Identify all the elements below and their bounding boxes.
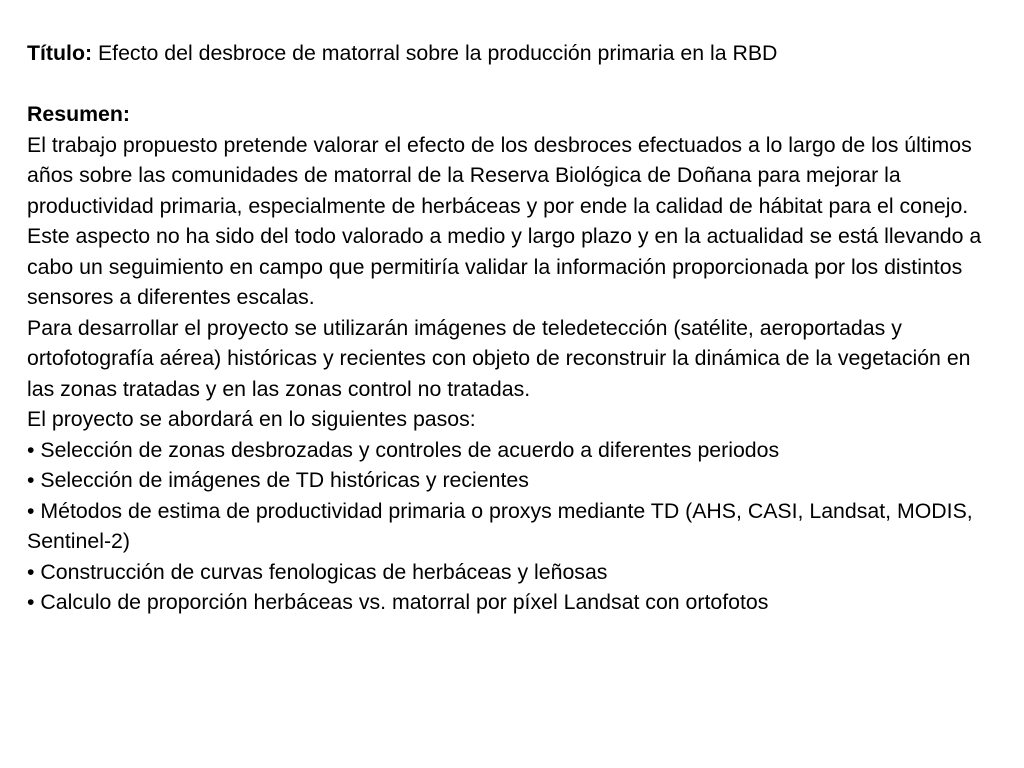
summary-heading: Resumen: bbox=[27, 102, 130, 126]
bullet-icon bbox=[27, 560, 40, 584]
summary-paragraph-2: Para desarrollar el proyecto se utilizarán imágenes de teledetección (satélite, aeroportadas y ortofotografía aérea) históricas y recientes con objeto de reconstruir la dinámica de la vegetación en las zonas tratadas y en las zonas control no tratadas. bbox=[27, 315, 971, 401]
step-item bbox=[27, 587, 1002, 618]
title-line bbox=[27, 38, 1002, 69]
step-item bbox=[27, 465, 1002, 496]
summary-paragraph-1: El trabajo propuesto pretende valorar el efecto de los desbroces efectuados a lo largo de los últimos años sobre las comunidades de matorral de la Reserva Biológica de Doñana para mejorar la productividad primaria, especialmente de herbáceas y por ende la calidad de hábitat para el conejo. Este aspecto no ha sido del todo valorado a medio y largo plazo y en la actualidad se está llevando a cabo un seguimiento en campo que permitiría validar la información proporcionada por los distintos sensores a diferentes escalas. bbox=[27, 132, 982, 309]
title-text: Efecto del desbroce de matorral sobre la producción primaria en la RBD bbox=[97, 41, 778, 65]
step-item bbox=[27, 496, 1002, 557]
bullet-icon bbox=[27, 438, 40, 462]
step-text: Construcción de curvas fenologicas de herbáceas y leñosas bbox=[40, 559, 608, 584]
bullet-icon bbox=[27, 590, 40, 614]
bullet-icon bbox=[27, 468, 40, 492]
step-text: Métodos de estima de productividad primaria o proxys mediante TD (AHS, CASI, Landsat, MODIS, Sentinel-2) bbox=[27, 498, 973, 553]
steps-list bbox=[27, 435, 1002, 618]
step-item bbox=[27, 435, 1002, 466]
step-text: Calculo de proporción herbáceas vs. matorral por píxel Landsat con ortofotos bbox=[40, 590, 769, 614]
title-label: Título: bbox=[27, 41, 93, 65]
step-text: Selección de zonas desbrozadas y controles de acuerdo a diferentes periodos bbox=[40, 437, 780, 462]
step-item bbox=[27, 557, 1002, 588]
document-body bbox=[27, 38, 1002, 618]
spacer bbox=[27, 69, 1002, 100]
summary-paragraph-3: El proyecto se abordará en lo siguientes pasos: bbox=[27, 407, 476, 431]
bullet-icon bbox=[27, 499, 40, 523]
step-text: Selección de imágenes de TD históricas y recientes bbox=[40, 468, 529, 492]
